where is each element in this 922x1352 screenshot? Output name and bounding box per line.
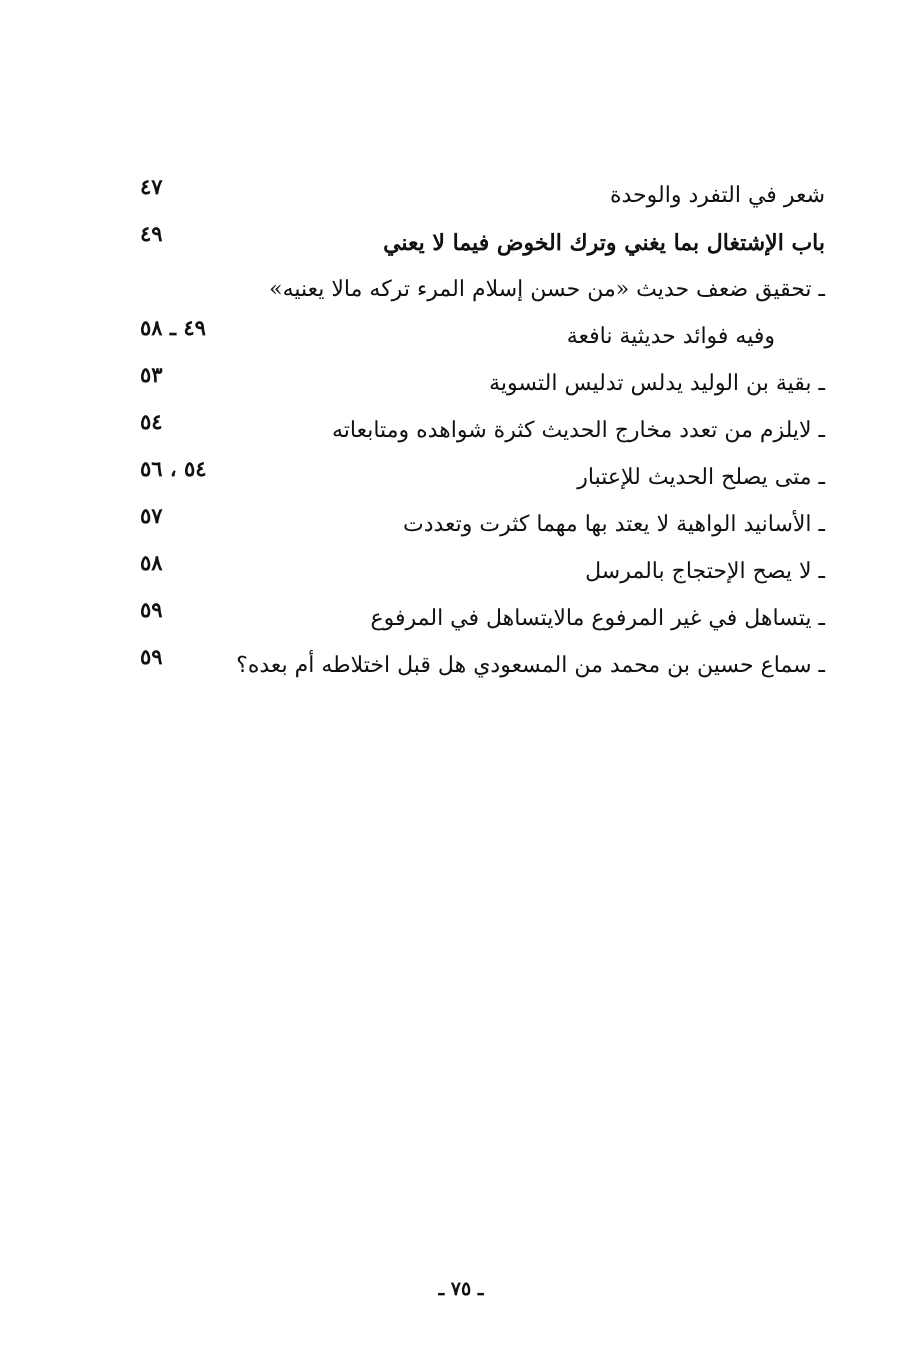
toc-page-number: ٥٤ xyxy=(140,409,163,434)
toc-row xyxy=(140,219,825,266)
toc-row xyxy=(140,548,825,595)
toc-page-number: ٥٨ xyxy=(140,550,163,575)
toc-row xyxy=(140,501,825,548)
toc-entry: ـ سماع حسين بن محمد من المسعودي هل قبل اختلاطه أم بعده؟ xyxy=(236,653,825,678)
toc-row xyxy=(140,313,825,360)
toc-row xyxy=(140,407,825,454)
toc-row xyxy=(140,360,825,407)
toc-section-heading: باب الإشتغال بما يغني وترك الخوض فيما لا يعني xyxy=(383,230,825,256)
toc-row xyxy=(140,642,825,689)
toc-entry: ـ تحقيق ضعف حديث «من حسن إسلام المرء تركه مالا يعنيه» xyxy=(269,277,825,302)
toc-page-number: ٤٩ xyxy=(140,221,163,246)
toc-entry: ـ يتساهل في غير المرفوع مالايتساهل في المرفوع xyxy=(370,606,825,631)
toc-entry: ـ لا يصح الإحتجاج بالمرسل xyxy=(585,559,825,584)
toc-page-number: ٤٧ xyxy=(140,174,163,199)
toc-page-number: ٥٤ ، ٥٦ xyxy=(140,456,207,481)
table-of-contents xyxy=(140,172,825,689)
toc-entry: شعر في التفرد والوحدة xyxy=(609,183,825,208)
toc-page-number: ٥٣ xyxy=(140,362,163,387)
toc-entry: ـ متى يصلح الحديث للإعتبار xyxy=(577,465,825,490)
toc-row xyxy=(140,595,825,642)
toc-page-number: ٥٩ xyxy=(140,597,163,622)
toc-row xyxy=(140,266,825,313)
toc-row xyxy=(140,454,825,501)
toc-entry-continuation: وفيه فوائد حديثية نافعة xyxy=(566,324,775,349)
page-folio: ـ ٧٥ ـ xyxy=(438,1278,484,1300)
toc-entry: ـ لايلزم من تعدد مخارج الحديث كثرة شواهده ومتابعاته xyxy=(332,418,825,443)
toc-row xyxy=(140,172,825,219)
toc-entry: ـ الأسانيد الواهية لا يعتد بها مهما كثرت وتعددت xyxy=(403,512,825,537)
toc-page-number: ٥٧ xyxy=(140,503,163,528)
toc-page-number: ٥٩ xyxy=(140,644,163,669)
toc-entry: ـ بقية بن الوليد يدلس تدليس التسوية xyxy=(489,371,825,396)
toc-page-number: ٤٩ ـ ٥٨ xyxy=(140,315,206,340)
